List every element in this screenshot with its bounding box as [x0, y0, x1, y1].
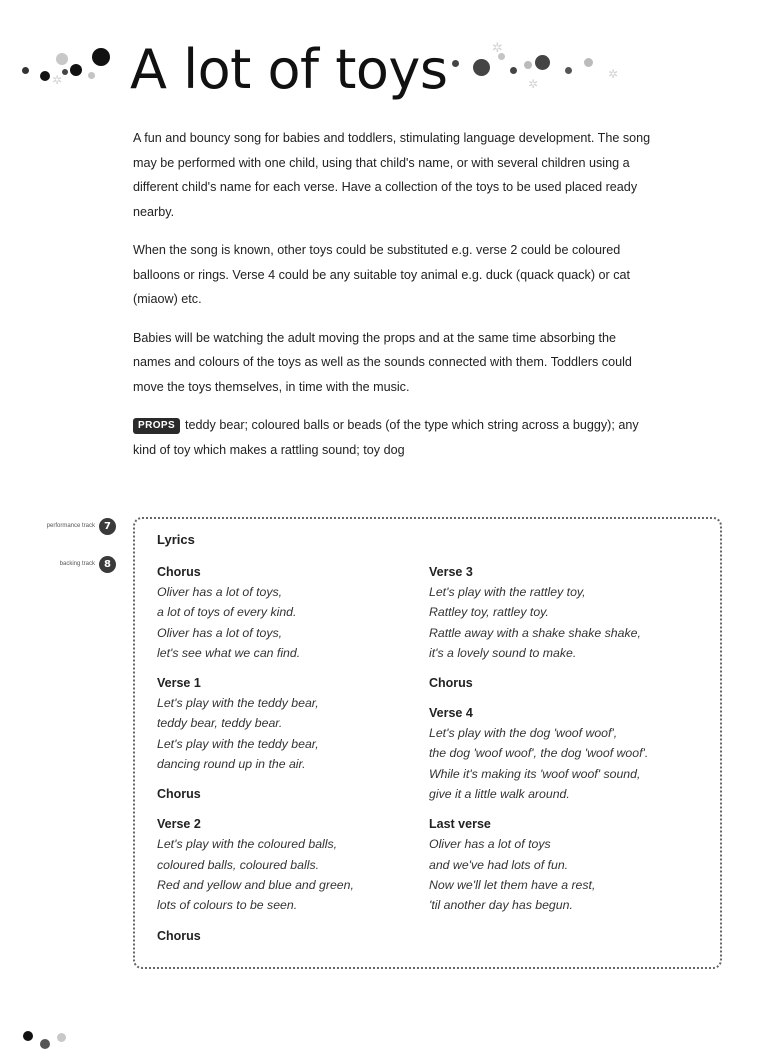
stanza-title: Chorus — [157, 565, 201, 579]
performance-track-label: performance track — [46, 523, 95, 529]
performance-track — [34, 518, 116, 535]
lyric-line: While it's making its 'woof woof' sound, — [429, 766, 641, 781]
lyric-line: Let's play with the coloured balls, — [157, 837, 338, 852]
cd-track-icon: 7 — [99, 518, 116, 535]
lyrics-stanza — [429, 562, 709, 663]
lyrics-stanza — [429, 673, 709, 693]
lyric-line: Rattle away with a shake shake shake, — [429, 625, 641, 640]
page-title: A lot of toys — [130, 38, 448, 101]
lyric-line: and we've had lots of fun. — [429, 857, 569, 872]
stanza-title: Last verse — [429, 817, 491, 832]
lyric-line: a lot of toys of every kind. — [157, 605, 297, 620]
stanza-title: Verse 1 — [157, 676, 201, 691]
lyrics-right-column — [429, 562, 709, 926]
lyric-line: coloured balls, coloured balls. — [157, 857, 320, 872]
intro-paragraph: When the song is known, other toys could be substituted e.g. verse 2 could be coloured balloons or rings. Verse 4 could be any suitable toy animal e.g. duck (quack quack) or cat (miaow) etc. — [133, 243, 631, 306]
lyrics-stanza — [157, 673, 437, 774]
intro-paragraph: Babies will be watching the adult moving the props and at the same time absorbing the names and colours of the toys as well as the sounds connected with them. Toddlers could move the toys themselves, in time with the music. — [133, 330, 632, 394]
lyric-line: Let's play with the teddy bear, — [157, 696, 319, 711]
lyric-line: 'til another day has begun. — [429, 898, 573, 913]
lyric-line: Let's play with the dog 'woof woof', — [429, 726, 618, 741]
lyrics-heading: Lyrics — [157, 532, 195, 547]
props-text: teddy bear; coloured balls or beads (of the type which string across a buggy); any kind of toy which makes a rattling sound; toy dog — [133, 418, 639, 457]
stanza-title: Verse 2 — [157, 817, 201, 832]
cd-track-icon: 8 — [99, 556, 116, 573]
lyric-line: Now we'll let them have a rest, — [429, 877, 596, 892]
lyric-line: Oliver has a lot of toys, — [157, 585, 283, 599]
lyric-line: Rattley toy, rattley toy. — [429, 605, 549, 620]
lyric-line: Oliver has a lot of toys, — [157, 625, 283, 640]
lyric-line: Let's play with the rattley toy, — [429, 585, 586, 599]
stanza-title: Verse 3 — [429, 565, 473, 579]
lyrics-stanza — [157, 562, 437, 663]
lyric-line: dancing round up in the air. — [157, 757, 306, 772]
lyrics-stanza — [429, 814, 709, 915]
lyrics-box — [133, 517, 722, 969]
lyric-line: teddy bear, teddy bear. — [157, 716, 283, 731]
intro-paragraph: A fun and bouncy song for babies and toddlers, stimulating language development. The song may be performed with one child, using that child's name, or with several children using a different child's name for each verse. Have a collection of the toys to be used placed ready nearby. — [133, 131, 651, 219]
props-badge: PROPS — [133, 418, 180, 434]
backing-track-label: backing track — [59, 561, 95, 567]
lyrics-stanza — [157, 784, 437, 804]
lyrics-left-column — [157, 562, 437, 956]
lyric-line: give it a little walk around. — [429, 787, 570, 802]
lyric-line: let's see what we can find. — [157, 645, 301, 660]
lyrics-stanza — [157, 926, 437, 946]
lyrics-stanza — [429, 703, 709, 804]
lyrics-stanza — [157, 814, 437, 915]
lyric-line: the dog 'woof woof', the dog 'woof woof'. — [429, 746, 649, 761]
stanza-title: Chorus — [157, 928, 201, 943]
lyric-line: Oliver has a lot of toys — [429, 837, 551, 852]
stanza-title: Chorus — [157, 787, 201, 802]
stanza-title: Chorus — [429, 676, 473, 691]
lyric-line: it's a lovely sound to make. — [429, 645, 577, 660]
lyric-line: Let's play with the teddy bear, — [157, 736, 319, 751]
lyric-line: lots of colours to be seen. — [157, 898, 298, 913]
props-paragraph — [133, 413, 653, 462]
intro-text — [133, 126, 653, 476]
lyric-line: Red and yellow and blue and green, — [157, 877, 354, 892]
stanza-title: Verse 4 — [429, 706, 473, 721]
backing-track — [34, 556, 116, 573]
